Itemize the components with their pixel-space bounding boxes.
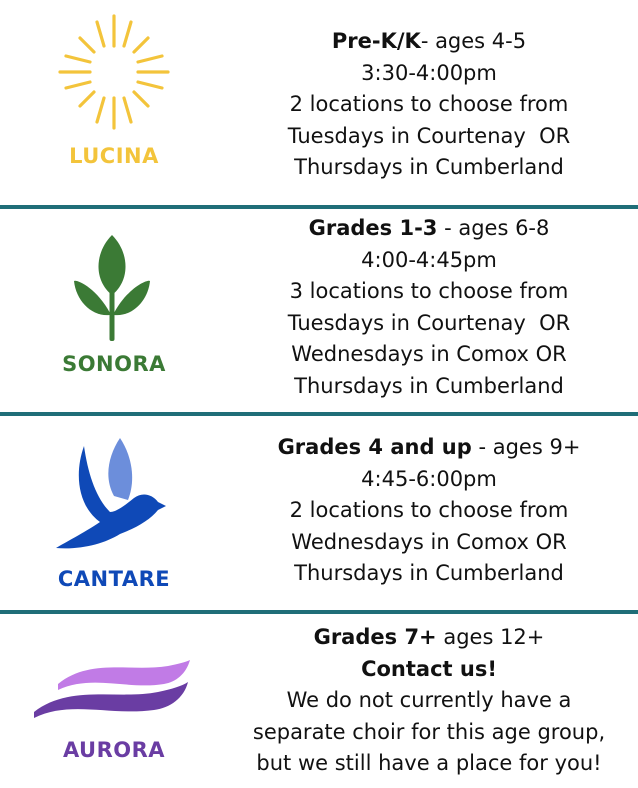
lucina-logo [0, 0, 228, 205]
sonora-heading [228, 213, 630, 245]
aurora-line-1: We do not currently have a [286, 688, 572, 712]
aurora-line-3: but we still have a place for you! [256, 751, 602, 775]
cantare-time: 4:45-6:00pm [361, 466, 497, 491]
cantare-name: CANTARE [57, 567, 171, 591]
cantare-info [228, 432, 630, 590]
section-sonora [0, 209, 638, 412]
aurora-contact-text: Contact us! [361, 656, 497, 681]
aurora-logo [0, 614, 228, 788]
cantare-heading-bold: Grades 4 and up [277, 435, 472, 459]
sonora-heading-bold: Grades 1-3 [308, 216, 438, 240]
aurora-heading [228, 622, 630, 654]
sonora-name: SONORA [62, 352, 166, 376]
aurora-heading-bold: Grades 7+ [313, 625, 437, 649]
cantare-logo [0, 416, 228, 610]
aurora-contact [228, 654, 630, 686]
aurora-name: AURORA [62, 738, 166, 762]
cantare-heading-rest: - ages 9+ [471, 435, 581, 459]
aurora-line-2: separate choir for this age group, [252, 719, 606, 744]
lucina-locations: 2 locations to choose from [289, 92, 569, 116]
lucina-day-2: Thursdays in Cumberland [294, 155, 564, 179]
lucina-heading [228, 26, 630, 58]
section-aurora [0, 614, 638, 788]
lucina-day-1: Tuesdays in Courtenay OR [287, 123, 571, 148]
lucina-heading-bold: Pre-K/K [331, 29, 421, 53]
cantare-day-2: Thursdays in Cumberland [294, 561, 564, 585]
aurora-info [228, 622, 630, 780]
lucina-info [228, 26, 630, 184]
sonora-logo [0, 209, 228, 412]
lucina-time: 3:30-4:00pm [361, 60, 497, 85]
lucina-name: LUCINA [69, 144, 159, 168]
sprout-icon [0, 209, 228, 412]
sun-icon [0, 0, 228, 205]
sonora-time: 4:00-4:45pm [361, 247, 497, 272]
sonora-day-1: Tuesdays in Courtenay OR [287, 310, 571, 335]
sonora-day-2: Wednesdays in Comox OR [291, 342, 567, 366]
sonora-locations: 3 locations to choose from [289, 279, 569, 303]
cantare-heading [228, 432, 630, 464]
aurora-heading-rest: ages 12+ [436, 625, 545, 649]
lucina-heading-rest: - ages 4-5 [420, 29, 527, 53]
sonora-day-3: Thursdays in Cumberland [294, 373, 564, 398]
section-cantare [0, 416, 638, 610]
sonora-heading-rest: - ages 6-8 [437, 216, 550, 240]
cantare-locations: 2 locations to choose from [289, 498, 569, 522]
section-lucina [0, 0, 638, 205]
sonora-info [228, 213, 630, 402]
cantare-day-1: Wednesdays in Comox OR [291, 529, 567, 554]
